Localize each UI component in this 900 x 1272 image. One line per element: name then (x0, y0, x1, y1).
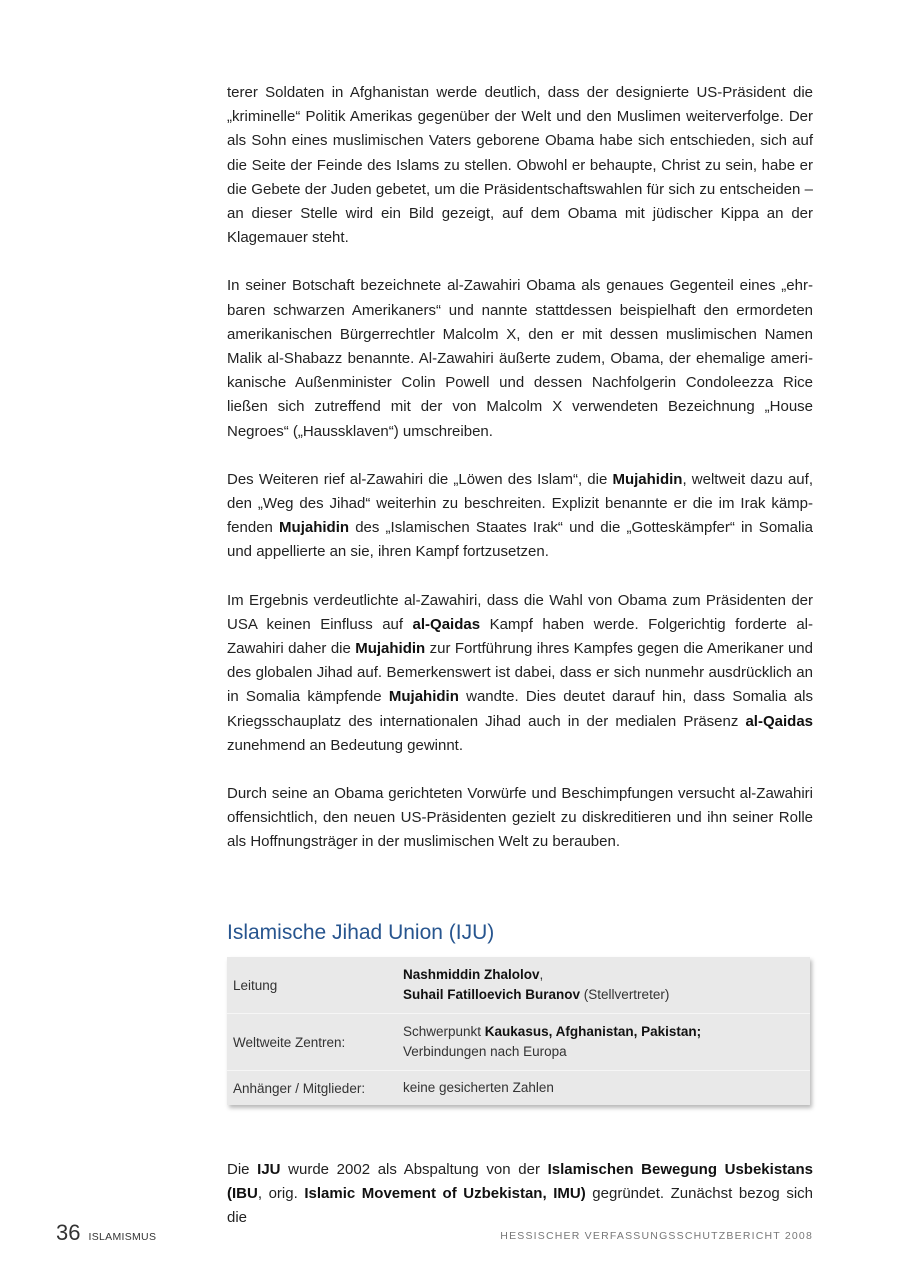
bold-term: al-Qaidas (412, 615, 481, 633)
info-label: Weltweite Zentren: (233, 1034, 346, 1050)
bold-term: Mujahidin (279, 519, 350, 537)
footer-left (56, 1220, 156, 1246)
text-run: zunehmend an Bedeutung gewinnt. (227, 736, 464, 754)
text-run: , orig. (257, 1185, 305, 1203)
bold-term: Mujahidin (388, 688, 459, 706)
info-value-line (403, 1022, 810, 1042)
text-run: , (539, 967, 544, 982)
bold-term: Islamischen Bewegung Usbekistans (IBU (227, 1161, 814, 1203)
text-run: Kampf haben werde. Folgerichtig forderte al-Zawahiri daher die (227, 615, 813, 658)
footer-section-label: ISLAMISMUS (88, 1231, 157, 1243)
text-run: Durch seine an Obama gerichteten Vorwürfe und Beschimpfungen versucht al-Zawahiri offensichtlich, den neuen US-Präsidenten gezielt zu diskreditieren und ihn seiner Rolle als Hoffnungsträger in der muslimischen Welt zu berauben. (227, 785, 813, 851)
info-value-line (403, 1078, 810, 1098)
bold-term: al-Qaidas (745, 712, 813, 730)
paragraph (227, 589, 813, 758)
info-label: Leitung (233, 977, 278, 993)
info-value-line (403, 985, 810, 1005)
bold-term: Mujahidin (355, 640, 426, 658)
text-run: Schwerpunkt (403, 1024, 485, 1039)
bold-term: Mujahidin (612, 470, 683, 488)
info-value (403, 965, 810, 1005)
body-text (227, 81, 813, 879)
page-number: 36 (56, 1220, 81, 1245)
info-row-leitung (227, 957, 810, 1014)
text-run: terer Soldaten in Afghanistan werde deutlich, dass der designierte US-Präsident die „kriminelle“ Politik Amerikas gegenüber der Welt und den Muslimen weiterverfolge. Der als Sohn eines muslimischen Vaters geborene Obama habe sich entschieden, sich auf die Seite der Feinde des Islams zu stellen. Obwohl er behaupte, Christ zu sein, habe er die Gebete der Juden gebetet, um die Präsidentschaftswahlen für sich zu entscheiden – an dieser Stelle wird ein Bild gezeigt, auf dem Obama mit jüdischer Kippa an der Klagemauer steht. (227, 84, 813, 247)
text-run: keine gesicherten Zahlen (403, 1080, 554, 1095)
text-run: (Stellvertreter) (580, 987, 670, 1002)
paragraph (227, 274, 813, 443)
bold-term: Nashmiddin Zhalolov (403, 967, 540, 982)
paragraph (227, 782, 813, 855)
paragraph (227, 81, 813, 250)
bold-term: Suhail Fatilloevich Buranov (403, 987, 581, 1002)
info-table (227, 957, 810, 1105)
bold-term: Kaukasus, Afghanistan, Pakistan; (484, 1024, 702, 1039)
bold-term: Islamic Movement of Uzbekistan, IMU) (304, 1185, 586, 1203)
text-run: , weltweit dazu auf, den „Weg des Jihad“ weiterhin zu beschreiten. Explizit benannte er die im Irak kämpfenden (227, 470, 813, 537)
footer-report-title: HESSISCHER VERFASSUNGSSCHUTZBERICHT 2008 (500, 1230, 813, 1242)
tail-paragraph (227, 1158, 813, 1231)
paragraph (227, 468, 813, 565)
info-row-zentren (227, 1014, 810, 1071)
text-run: wurde 2002 als Abspaltung von der (280, 1161, 548, 1178)
text-run: gegründet. Zunächst bezog sich die (227, 1185, 814, 1227)
text-run: wandte. Dies deutet darauf hin, dass Somalia als Kriegsschauplatz des internationalen Jihad auch in der medialen Präsenz (227, 688, 813, 730)
text-run: Im Ergebnis verdeutlichte al-Zawahiri, dass die Wahl von Obama zum Präsidenten der USA keinen Einfluss auf (227, 591, 813, 633)
info-label: Anhänger / Mitglieder: (233, 1080, 366, 1096)
section-title: Islamische Jihad Union (IJU) (227, 921, 495, 944)
text-run: zur Fortführung ihres Kampfes gegen die Amerikaner und des globalen Jihad auf. Bemerkenswert ist dabei, dass er sich nunmehr ausdrücklich an in Somalia kämpfende (227, 640, 813, 706)
info-value-line (403, 965, 810, 985)
text-run: Verbindungen nach Europa (403, 1044, 567, 1059)
text-run: Die (227, 1161, 258, 1178)
info-value-line (403, 1042, 810, 1062)
info-value (403, 1078, 810, 1098)
info-row-anhaenger (227, 1071, 810, 1105)
text-run: des „Islamischen Staates Irak“ und die „Gotteskämpfer“ in Somalia und appellierte an sie, ihren Kampf fortzusetzen. (227, 519, 813, 561)
info-value (403, 1022, 810, 1062)
bold-term: IJU (257, 1161, 281, 1178)
text-run: Des Weiteren rief al-Zawahiri die „Löwen des Islam“, die (227, 470, 613, 488)
text-run: In seiner Botschaft bezeichnete al-Zawahiri Obama als genaues Gegenteil eines „ehrbaren schwarzen Amerikaners“ und nannte stattdessen beispielhaft den ermordeten amerikanischen Bürgerrechtler Malcolm X, den er mit dessen muslimischen Namen Malik al-Shabazz benannte. Al-Zawahiri äußerte zudem, Obama, der ehemalige amerikanische Außenminister Colin Powell und dessen Nachfolgerin Condoleezza Rice ließen sich zutreffend mit der von Malcolm X verwendeten Bezeichnung „House Negroes“ („Haussklaven“) umschreiben. (227, 277, 813, 440)
